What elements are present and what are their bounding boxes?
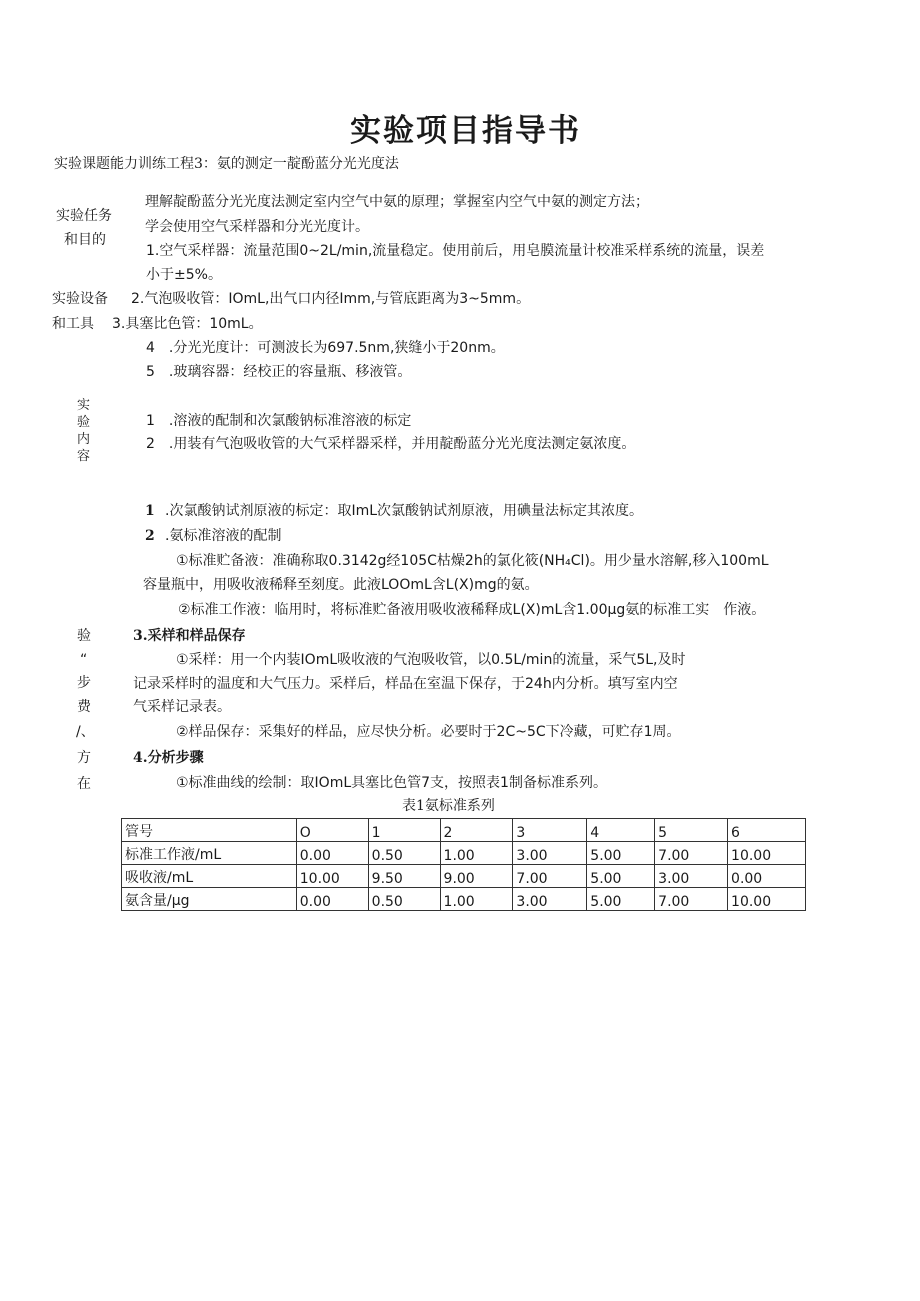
table-cell: 0.00: [296, 888, 368, 911]
step-2-b: ②标准工作液：临用时，将标准贮备液用吸收液稀释成L(X)mL含1.00μg氨的标准工实 作液。: [178, 602, 766, 618]
table-cell: 10.00: [728, 842, 806, 865]
step-3-a-line2: 记录采样时的温度和大气压力。采样后，样品在室温下保存，于24h内分析。填写室内空: [133, 676, 678, 692]
table-cell: 2: [440, 819, 513, 842]
table-caption: 表1氨标准系列: [402, 798, 495, 814]
table-cell: 10.00: [296, 865, 368, 888]
steps-label-char: /、: [76, 724, 95, 740]
table-cell: 5.00: [587, 888, 655, 911]
content-item-2: 2 .用装有气泡吸收管的大气采样器采样，并用靛酚蓝分光光度法测定氨浓度。: [146, 436, 636, 452]
step-3-heading: 3.采样和样品保存: [133, 628, 246, 644]
table-cell: 0.00: [728, 865, 806, 888]
step-2-a-line2: 容量瓶中，用吸收液稀释至刻度。此液LOOmL含L(X)mg的氨。: [143, 577, 539, 593]
objective-label-1: 实验任务: [56, 208, 112, 224]
objective-text-2: 学会使用空气采样器和分光光度计。: [145, 219, 369, 235]
standard-series-table: [121, 818, 806, 911]
steps-label-char: “: [80, 652, 88, 668]
table-cell: 7.00: [513, 865, 587, 888]
equipment-label-2: 和工具: [52, 316, 94, 332]
step-4-heading: 4.分析步骤: [133, 750, 204, 766]
table-cell: 5.00: [587, 842, 655, 865]
table-cell: 9.00: [440, 865, 513, 888]
table-cell: 0.50: [368, 888, 440, 911]
step-3-a-line3: 气采样记录表。: [133, 699, 231, 715]
table-cell: 7.00: [655, 888, 728, 911]
equipment-item-1a: 1.空气采样器：流量范围0~2L/min,流量稳定。使用前后，用皂膜流量计校准采样系统的流量，误差: [146, 243, 765, 259]
equipment-item-4: 4 .分光光度计：可测波长为697.5nm,狭缝小于20nm。: [146, 340, 505, 356]
content-label-char: 实: [77, 398, 91, 413]
table-cell: 3: [513, 819, 587, 842]
table-cell: 3.00: [655, 865, 728, 888]
course-line: 实验课题能力训练工程3：氨的测定一靛酚蓝分光光度法: [54, 156, 399, 172]
table-row: [122, 888, 806, 911]
table-cell: 1.00: [440, 842, 513, 865]
table-cell: 1.00: [440, 888, 513, 911]
table-cell: O: [296, 819, 368, 842]
table-cell: 5.00: [587, 865, 655, 888]
equipment-item-1b: 小于±5%。: [146, 267, 222, 283]
table-cell: 7.00: [655, 842, 728, 865]
table-cell: 10.00: [728, 888, 806, 911]
steps-label-char: 方: [77, 750, 91, 766]
table-cell: 标准工作液/mL: [122, 842, 297, 865]
step-3-b: ②样品保存：采集好的样品，应尽快分析。必要时于2C~5C下冷藏，可贮存1周。: [176, 724, 681, 740]
step-1-number: 1: [145, 503, 155, 519]
equipment-item-5: 5 .玻璃容器：经校正的容量瓶、移液管。: [146, 364, 412, 380]
table-row: [122, 819, 806, 842]
equipment-label-1: 实验设备: [52, 291, 108, 307]
table-cell: 6: [728, 819, 806, 842]
table-cell: 1: [368, 819, 440, 842]
step-4-a: ①标准曲线的绘制：取IOmL具塞比色管7支，按照表1制备标准系列。: [176, 775, 607, 791]
step-1-text: .次氯酸钠试剂原液的标定：取ImL次氯酸钠试剂原液，用碘量法标定其浓度。: [165, 503, 644, 519]
steps-label-char: 验: [77, 628, 91, 644]
table-cell: 管号: [122, 819, 297, 842]
table-cell: 0.50: [368, 842, 440, 865]
table-cell: 9.50: [368, 865, 440, 888]
table-cell: 5: [655, 819, 728, 842]
step-2-a-line1: ①标准贮备液：准确称取0.3142g经105C枯燥2h的氯化筱(NH₄Cl)。用少量水溶解,移入100mL: [176, 553, 769, 569]
content-label-char: 内: [77, 432, 91, 447]
table-row: [122, 865, 806, 888]
steps-label-char: 步: [77, 675, 91, 691]
page-title: 实验项目指导书: [350, 113, 581, 149]
step-3-a-line1: ①采样：用一个内装IOmL吸收液的气泡吸收管，以0.5L/min的流量，采气5L,及时: [176, 652, 686, 668]
step-2-number: 2: [145, 528, 155, 544]
equipment-item-2: 2.气泡吸收管：IOmL,出气口内径Imm,与管底距离为3~5mm。: [131, 291, 531, 307]
content-item-1: 1 .溶液的配制和次氯酸钠标准溶液的标定: [146, 413, 412, 429]
equipment-item-3: 3.具塞比色管：10mL。: [112, 316, 263, 332]
table-cell: 氨含量/μg: [122, 888, 297, 911]
table-row: [122, 842, 806, 865]
table-cell: 0.00: [296, 842, 368, 865]
table-cell: 4: [587, 819, 655, 842]
objective-text-1: 理解靛酚蓝分光光度法测定室内空气中氨的原理；掌握室内空气中氨的测定方法；: [145, 194, 649, 210]
table-cell: 吸收液/mL: [122, 865, 297, 888]
content-label-char: 容: [77, 449, 91, 464]
content-label-char: 验: [77, 415, 91, 430]
table-cell: 3.00: [513, 842, 587, 865]
step-2-heading: .氨标准溶液的配制: [165, 528, 282, 544]
objective-label-2: 和目的: [64, 232, 106, 248]
steps-label-char: 在: [77, 776, 91, 792]
table-cell: 3.00: [513, 888, 587, 911]
steps-label-char: 费: [77, 699, 91, 715]
